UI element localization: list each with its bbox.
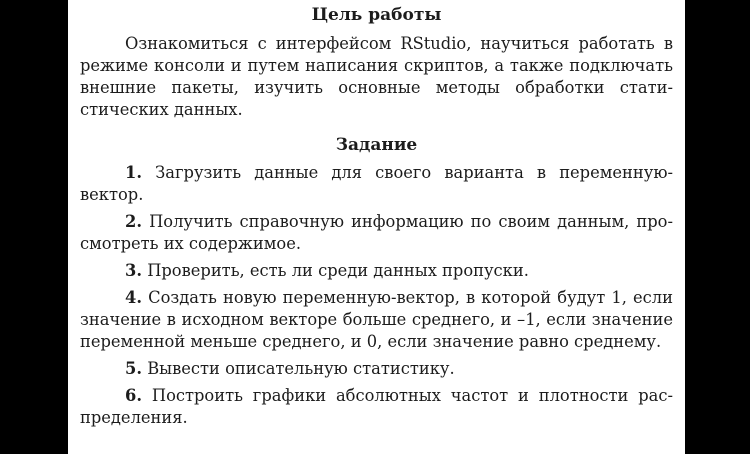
task-text: Вывести описательную статистику. <box>147 359 455 378</box>
task-text: Получить справочную информацию по своим данным, просмотреть их содержимое. <box>80 212 673 253</box>
task-item <box>80 385 673 429</box>
task-number: 2. <box>125 212 142 231</box>
task-item <box>80 211 673 255</box>
document-page <box>68 0 685 454</box>
task-item <box>80 162 673 206</box>
task-text: Построить графики абсолютных частот и плотности распределения. <box>80 386 673 427</box>
task-number: 6. <box>125 386 142 405</box>
task-item <box>80 358 673 380</box>
purpose-text: Ознакомиться с интерфейсом RStudio, научиться работать в режиме консоли и путем написания скриптов, а также подключать внешние пакеты, изучить основные методы обработки статистических данных. <box>80 34 673 119</box>
assignment-heading: Задание <box>335 135 418 155</box>
task-number: 3. <box>125 261 142 280</box>
task-item <box>80 260 673 282</box>
task-text: Создать новую переменную-вектор, в которой будут 1, если значение в исходном векторе больше среднего, и –1, если значение переменной меньше среднего, и 0, если значение равно среднему. <box>80 288 673 351</box>
task-text: Проверить, есть ли среди данных пропуски. <box>147 261 529 280</box>
purpose-heading: Цель работы <box>311 5 442 25</box>
task-number: 4. <box>125 288 142 307</box>
task-item <box>80 287 673 353</box>
task-text: Загрузить данные для своего варианта в переменную-вектор. <box>80 163 673 204</box>
task-number: 5. <box>125 359 142 378</box>
task-number: 1. <box>125 163 142 182</box>
